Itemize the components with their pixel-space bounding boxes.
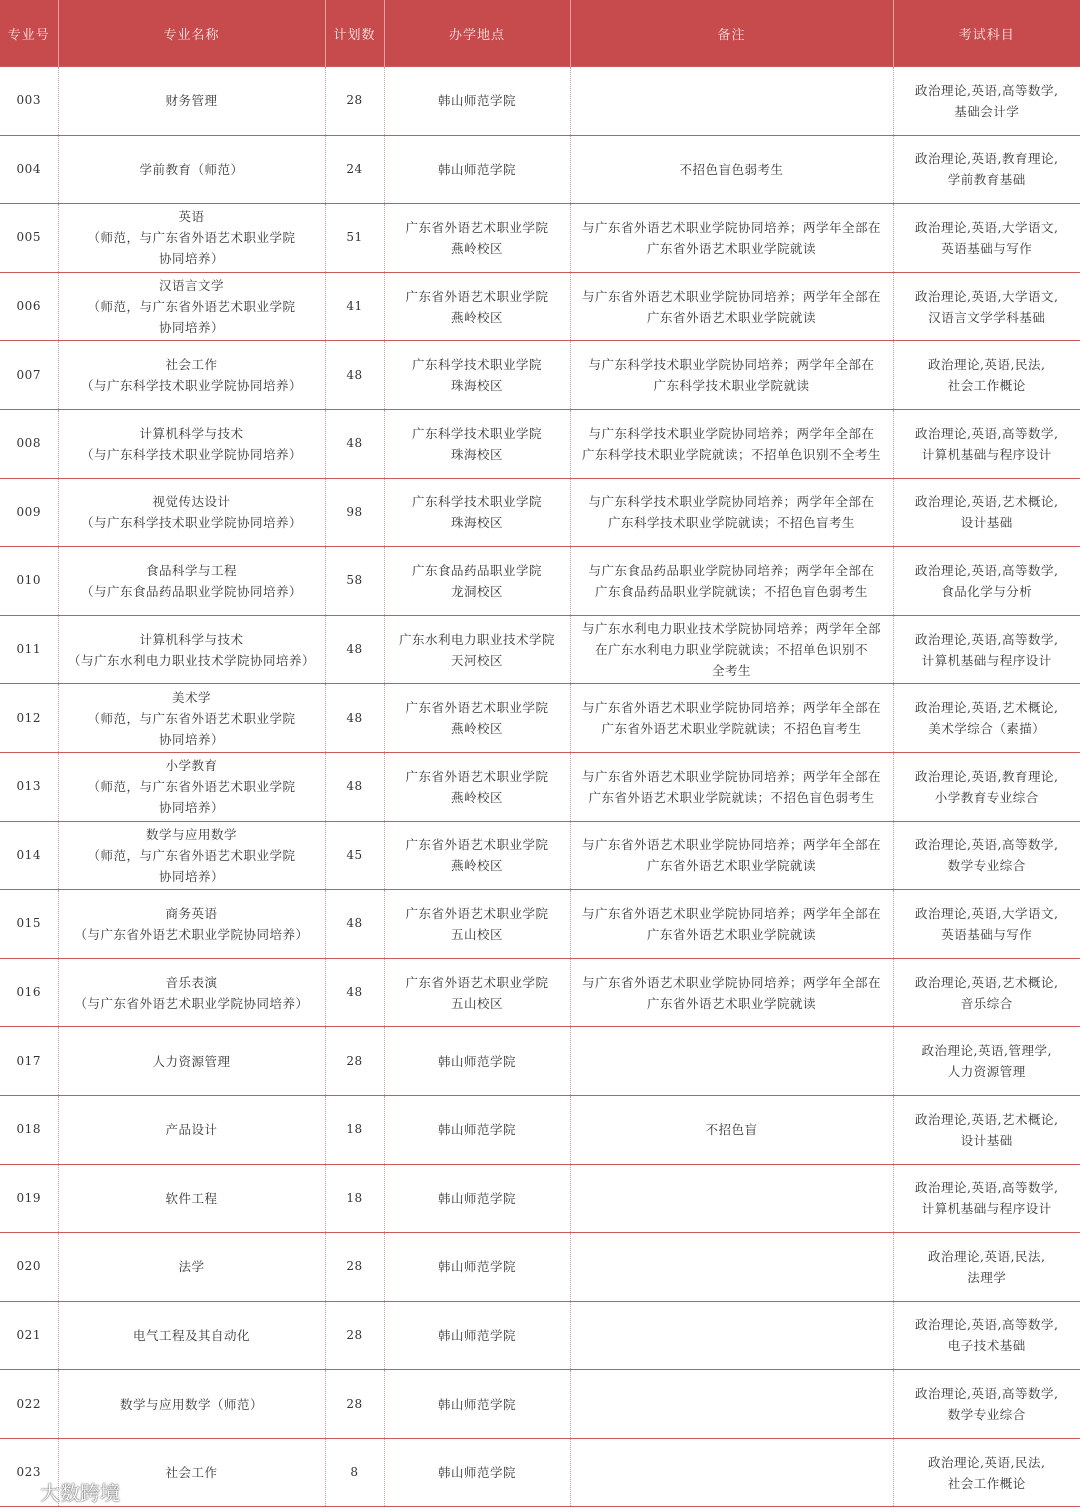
cell-location: 广东省外语艺术职业学院 五山校区	[384, 958, 570, 1027]
brand-logo-icon	[8, 1480, 36, 1504]
watermark	[8, 1477, 120, 1506]
cell-count: 98	[325, 478, 384, 547]
cell-count: 28	[325, 1027, 384, 1096]
cell-count: 48	[325, 684, 384, 753]
table-row	[0, 1438, 1080, 1507]
cell-note: 与广东省外语艺术职业学院协同培养；两学年全部在 广东省外语艺术职业学院就读	[570, 890, 893, 959]
cell-count: 24	[325, 135, 384, 204]
cell-location: 广东省外语艺术职业学院 五山校区	[384, 890, 570, 959]
table-row	[0, 684, 1080, 753]
cell-note: 与广东省外语艺术职业学院协同培养；两学年全部在 广东省外语艺术职业学院就读	[570, 204, 893, 273]
cell-code: 022	[0, 1370, 58, 1439]
cell-count: 48	[325, 958, 384, 1027]
cell-count: 48	[325, 409, 384, 478]
cell-name: 社会工作	[58, 1438, 325, 1507]
cell-code: 011	[0, 615, 58, 684]
cell-location: 韩山师范学院	[384, 1301, 570, 1370]
table-row	[0, 135, 1080, 204]
cell-note	[570, 1233, 893, 1302]
cell-count: 58	[325, 547, 384, 616]
cell-note: 不招色盲	[570, 1095, 893, 1164]
cell-subjects: 政治理论,英语,艺术概论, 设计基础	[893, 478, 1080, 547]
cell-subjects: 政治理论,英语,民法, 社会工作概论	[893, 1438, 1080, 1507]
cell-code: 009	[0, 478, 58, 547]
cell-name: 软件工程	[58, 1164, 325, 1233]
cell-subjects: 政治理论,英语,艺术概论, 设计基础	[893, 1095, 1080, 1164]
cell-subjects: 政治理论,英语,高等数学, 食品化学与分析	[893, 547, 1080, 616]
cell-count: 51	[325, 204, 384, 273]
cell-count: 48	[325, 752, 384, 821]
cell-name: 数学与应用数学（师范）	[58, 1370, 325, 1439]
cell-code: 010	[0, 547, 58, 616]
cell-count: 28	[325, 67, 384, 136]
table-row	[0, 752, 1080, 821]
cell-name: 小学教育 （师范，与广东省外语艺术职业学院 协同培养）	[58, 752, 325, 821]
cell-subjects: 政治理论,英语,民法, 社会工作概论	[893, 341, 1080, 410]
cell-name: 食品科学与工程 （与广东食品药品职业学院协同培养）	[58, 547, 325, 616]
cell-code: 007	[0, 341, 58, 410]
cell-location: 广东水利电力职业技术学院 天河校区	[384, 615, 570, 684]
cell-name: 数学与应用数学 （师范，与广东省外语艺术职业学院 协同培养）	[58, 821, 325, 890]
cell-name: 电气工程及其自动化	[58, 1301, 325, 1370]
cell-count: 45	[325, 821, 384, 890]
cell-count: 18	[325, 1164, 384, 1233]
cell-subjects: 政治理论,英语,教育理论, 小学教育专业综合	[893, 752, 1080, 821]
cell-name: 社会工作 （与广东科学技术职业学院协同培养）	[58, 341, 325, 410]
cell-location: 广东省外语艺术职业学院 燕岭校区	[384, 752, 570, 821]
table-row	[0, 821, 1080, 890]
table-row	[0, 958, 1080, 1027]
table-row	[0, 1301, 1080, 1370]
cell-name: 人力资源管理	[58, 1027, 325, 1096]
cell-name: 商务英语 （与广东省外语艺术职业学院协同培养）	[58, 890, 325, 959]
header-code: 专业号	[0, 0, 58, 67]
cell-code: 004	[0, 135, 58, 204]
cell-name: 计算机科学与技术 （与广东科学技术职业学院协同培养）	[58, 409, 325, 478]
cell-count: 48	[325, 341, 384, 410]
cell-note: 与广东科学技术职业学院协同培养；两学年全部在 广东科学技术职业学院就读	[570, 341, 893, 410]
cell-note	[570, 1438, 893, 1507]
table-row	[0, 341, 1080, 410]
header-note: 备注	[570, 0, 893, 67]
cell-subjects: 政治理论,英语,高等数学, 计算机基础与程序设计	[893, 409, 1080, 478]
cell-name: 计算机科学与技术 （与广东水利电力职业技术学院协同培养）	[58, 615, 325, 684]
cell-note: 与广东省外语艺术职业学院协同培养；两学年全部在 广东省外语艺术职业学院就读；不招色盲考生	[570, 684, 893, 753]
cell-subjects: 政治理论,英语,高等数学, 电子技术基础	[893, 1301, 1080, 1370]
table-row	[0, 615, 1080, 684]
cell-name: 法学	[58, 1233, 325, 1302]
cell-count: 48	[325, 615, 384, 684]
cell-subjects: 政治理论,英语,高等数学, 数学专业综合	[893, 1370, 1080, 1439]
header-row	[0, 0, 1080, 67]
cell-note	[570, 1370, 893, 1439]
cell-name: 汉语言文学 （师范，与广东省外语艺术职业学院 协同培养）	[58, 272, 325, 341]
cell-subjects: 政治理论,英语,大学语文, 汉语言文学学科基础	[893, 272, 1080, 341]
header-count: 计划数	[325, 0, 384, 67]
cell-name: 产品设计	[58, 1095, 325, 1164]
table-header	[0, 0, 1080, 67]
cell-subjects: 政治理论,英语,大学语文, 英语基础与写作	[893, 204, 1080, 273]
cell-count: 28	[325, 1233, 384, 1302]
cell-location: 广东省外语艺术职业学院 燕岭校区	[384, 204, 570, 273]
cell-note: 与广东科学技术职业学院协同培养；两学年全部在 广东科学技术职业学院就读；不招色盲考生	[570, 478, 893, 547]
cell-location: 广东科学技术职业学院 珠海校区	[384, 409, 570, 478]
cell-location: 韩山师范学院	[384, 135, 570, 204]
cell-name: 财务管理	[58, 67, 325, 136]
cell-location: 广东科学技术职业学院 珠海校区	[384, 341, 570, 410]
table-row	[0, 890, 1080, 959]
cell-name: 视觉传达设计 （与广东科学技术职业学院协同培养）	[58, 478, 325, 547]
header-location: 办学地点	[384, 0, 570, 67]
cell-subjects: 政治理论,英语,艺术概论, 音乐综合	[893, 958, 1080, 1027]
cell-code: 019	[0, 1164, 58, 1233]
table-body	[0, 67, 1080, 1507]
cell-count: 18	[325, 1095, 384, 1164]
cell-code: 018	[0, 1095, 58, 1164]
cell-name: 音乐表演 （与广东省外语艺术职业学院协同培养）	[58, 958, 325, 1027]
table-row	[0, 1370, 1080, 1439]
table-row	[0, 1027, 1080, 1096]
cell-subjects: 政治理论,英语,管理学, 人力资源管理	[893, 1027, 1080, 1096]
cell-subjects: 政治理论,英语,艺术概论, 美术学综合（素描）	[893, 684, 1080, 753]
cell-location: 韩山师范学院	[384, 1233, 570, 1302]
cell-location: 广东省外语艺术职业学院 燕岭校区	[384, 821, 570, 890]
cell-code: 016	[0, 958, 58, 1027]
cell-subjects: 政治理论,英语,高等数学, 数学专业综合	[893, 821, 1080, 890]
cell-location: 广东食品药品职业学院 龙洞校区	[384, 547, 570, 616]
cell-note: 与广东省外语艺术职业学院协同培养；两学年全部在 广东省外语艺术职业学院就读	[570, 272, 893, 341]
cell-location: 韩山师范学院	[384, 1095, 570, 1164]
cell-count: 28	[325, 1301, 384, 1370]
cell-note: 与广东食品药品职业学院协同培养；两学年全部在 广东食品药品职业学院就读；不招色盲色弱考生	[570, 547, 893, 616]
cell-note	[570, 67, 893, 136]
cell-count: 41	[325, 272, 384, 341]
header-name: 专业名称	[58, 0, 325, 67]
cell-name: 美术学 （师范，与广东省外语艺术职业学院 协同培养）	[58, 684, 325, 753]
table-row	[0, 204, 1080, 273]
cell-location: 韩山师范学院	[384, 1164, 570, 1233]
cell-location: 广东科学技术职业学院 珠海校区	[384, 478, 570, 547]
cell-code: 017	[0, 1027, 58, 1096]
cell-note: 与广东水利电力职业技术学院协同培养；两学年全部 在广东水利电力职业学院就读；不招单色识别不 全考生	[570, 615, 893, 684]
cell-subjects: 政治理论,英语,大学语文, 英语基础与写作	[893, 890, 1080, 959]
cell-code: 023	[0, 1438, 58, 1507]
cell-subjects: 政治理论,英语,教育理论, 学前教育基础	[893, 135, 1080, 204]
cell-location: 广东省外语艺术职业学院 燕岭校区	[384, 684, 570, 753]
cell-note	[570, 1164, 893, 1233]
cell-location: 韩山师范学院	[384, 1027, 570, 1096]
cell-code: 005	[0, 204, 58, 273]
cell-code: 012	[0, 684, 58, 753]
cell-count: 48	[325, 890, 384, 959]
cell-name: 英语 （师范，与广东省外语艺术职业学院 协同培养）	[58, 204, 325, 273]
cell-location: 韩山师范学院	[384, 1370, 570, 1439]
cell-code: 015	[0, 890, 58, 959]
cell-note: 与广东科学技术职业学院协同培养；两学年全部在 广东科学技术职业学院就读；不招单色识别不全考生	[570, 409, 893, 478]
table-row	[0, 478, 1080, 547]
cell-location: 广东省外语艺术职业学院 燕岭校区	[384, 272, 570, 341]
cell-code: 014	[0, 821, 58, 890]
cell-location: 韩山师范学院	[384, 67, 570, 136]
table-row	[0, 409, 1080, 478]
cell-note	[570, 1027, 893, 1096]
cell-note: 与广东省外语艺术职业学院协同培养；两学年全部在 广东省外语艺术职业学院就读	[570, 958, 893, 1027]
cell-code: 003	[0, 67, 58, 136]
cell-note	[570, 1301, 893, 1370]
header-subjects: 考试科目	[893, 0, 1080, 67]
cell-location: 韩山师范学院	[384, 1438, 570, 1507]
cell-subjects: 政治理论,英语,高等数学, 基础会计学	[893, 67, 1080, 136]
table-row	[0, 1095, 1080, 1164]
cell-code: 006	[0, 272, 58, 341]
cell-note: 与广东省外语艺术职业学院协同培养；两学年全部在 广东省外语艺术职业学院就读	[570, 821, 893, 890]
cell-code: 013	[0, 752, 58, 821]
table-row	[0, 1164, 1080, 1233]
cell-count: 8	[325, 1438, 384, 1507]
table-row	[0, 547, 1080, 616]
table-row	[0, 272, 1080, 341]
cell-code: 021	[0, 1301, 58, 1370]
cell-subjects: 政治理论,英语,高等数学, 计算机基础与程序设计	[893, 1164, 1080, 1233]
cell-count: 28	[325, 1370, 384, 1439]
cell-name: 学前教育（师范）	[58, 135, 325, 204]
cell-code: 020	[0, 1233, 58, 1302]
table-row	[0, 67, 1080, 136]
cell-note: 与广东省外语艺术职业学院协同培养；两学年全部在 广东省外语艺术职业学院就读；不招色盲色弱考生	[570, 752, 893, 821]
cell-subjects: 政治理论,英语,民法, 法理学	[893, 1233, 1080, 1302]
table-row	[0, 1233, 1080, 1302]
cell-note: 不招色盲色弱考生	[570, 135, 893, 204]
cell-code: 008	[0, 409, 58, 478]
watermark-text: 大数跨境	[40, 1481, 120, 1505]
cell-subjects: 政治理论,英语,高等数学, 计算机基础与程序设计	[893, 615, 1080, 684]
